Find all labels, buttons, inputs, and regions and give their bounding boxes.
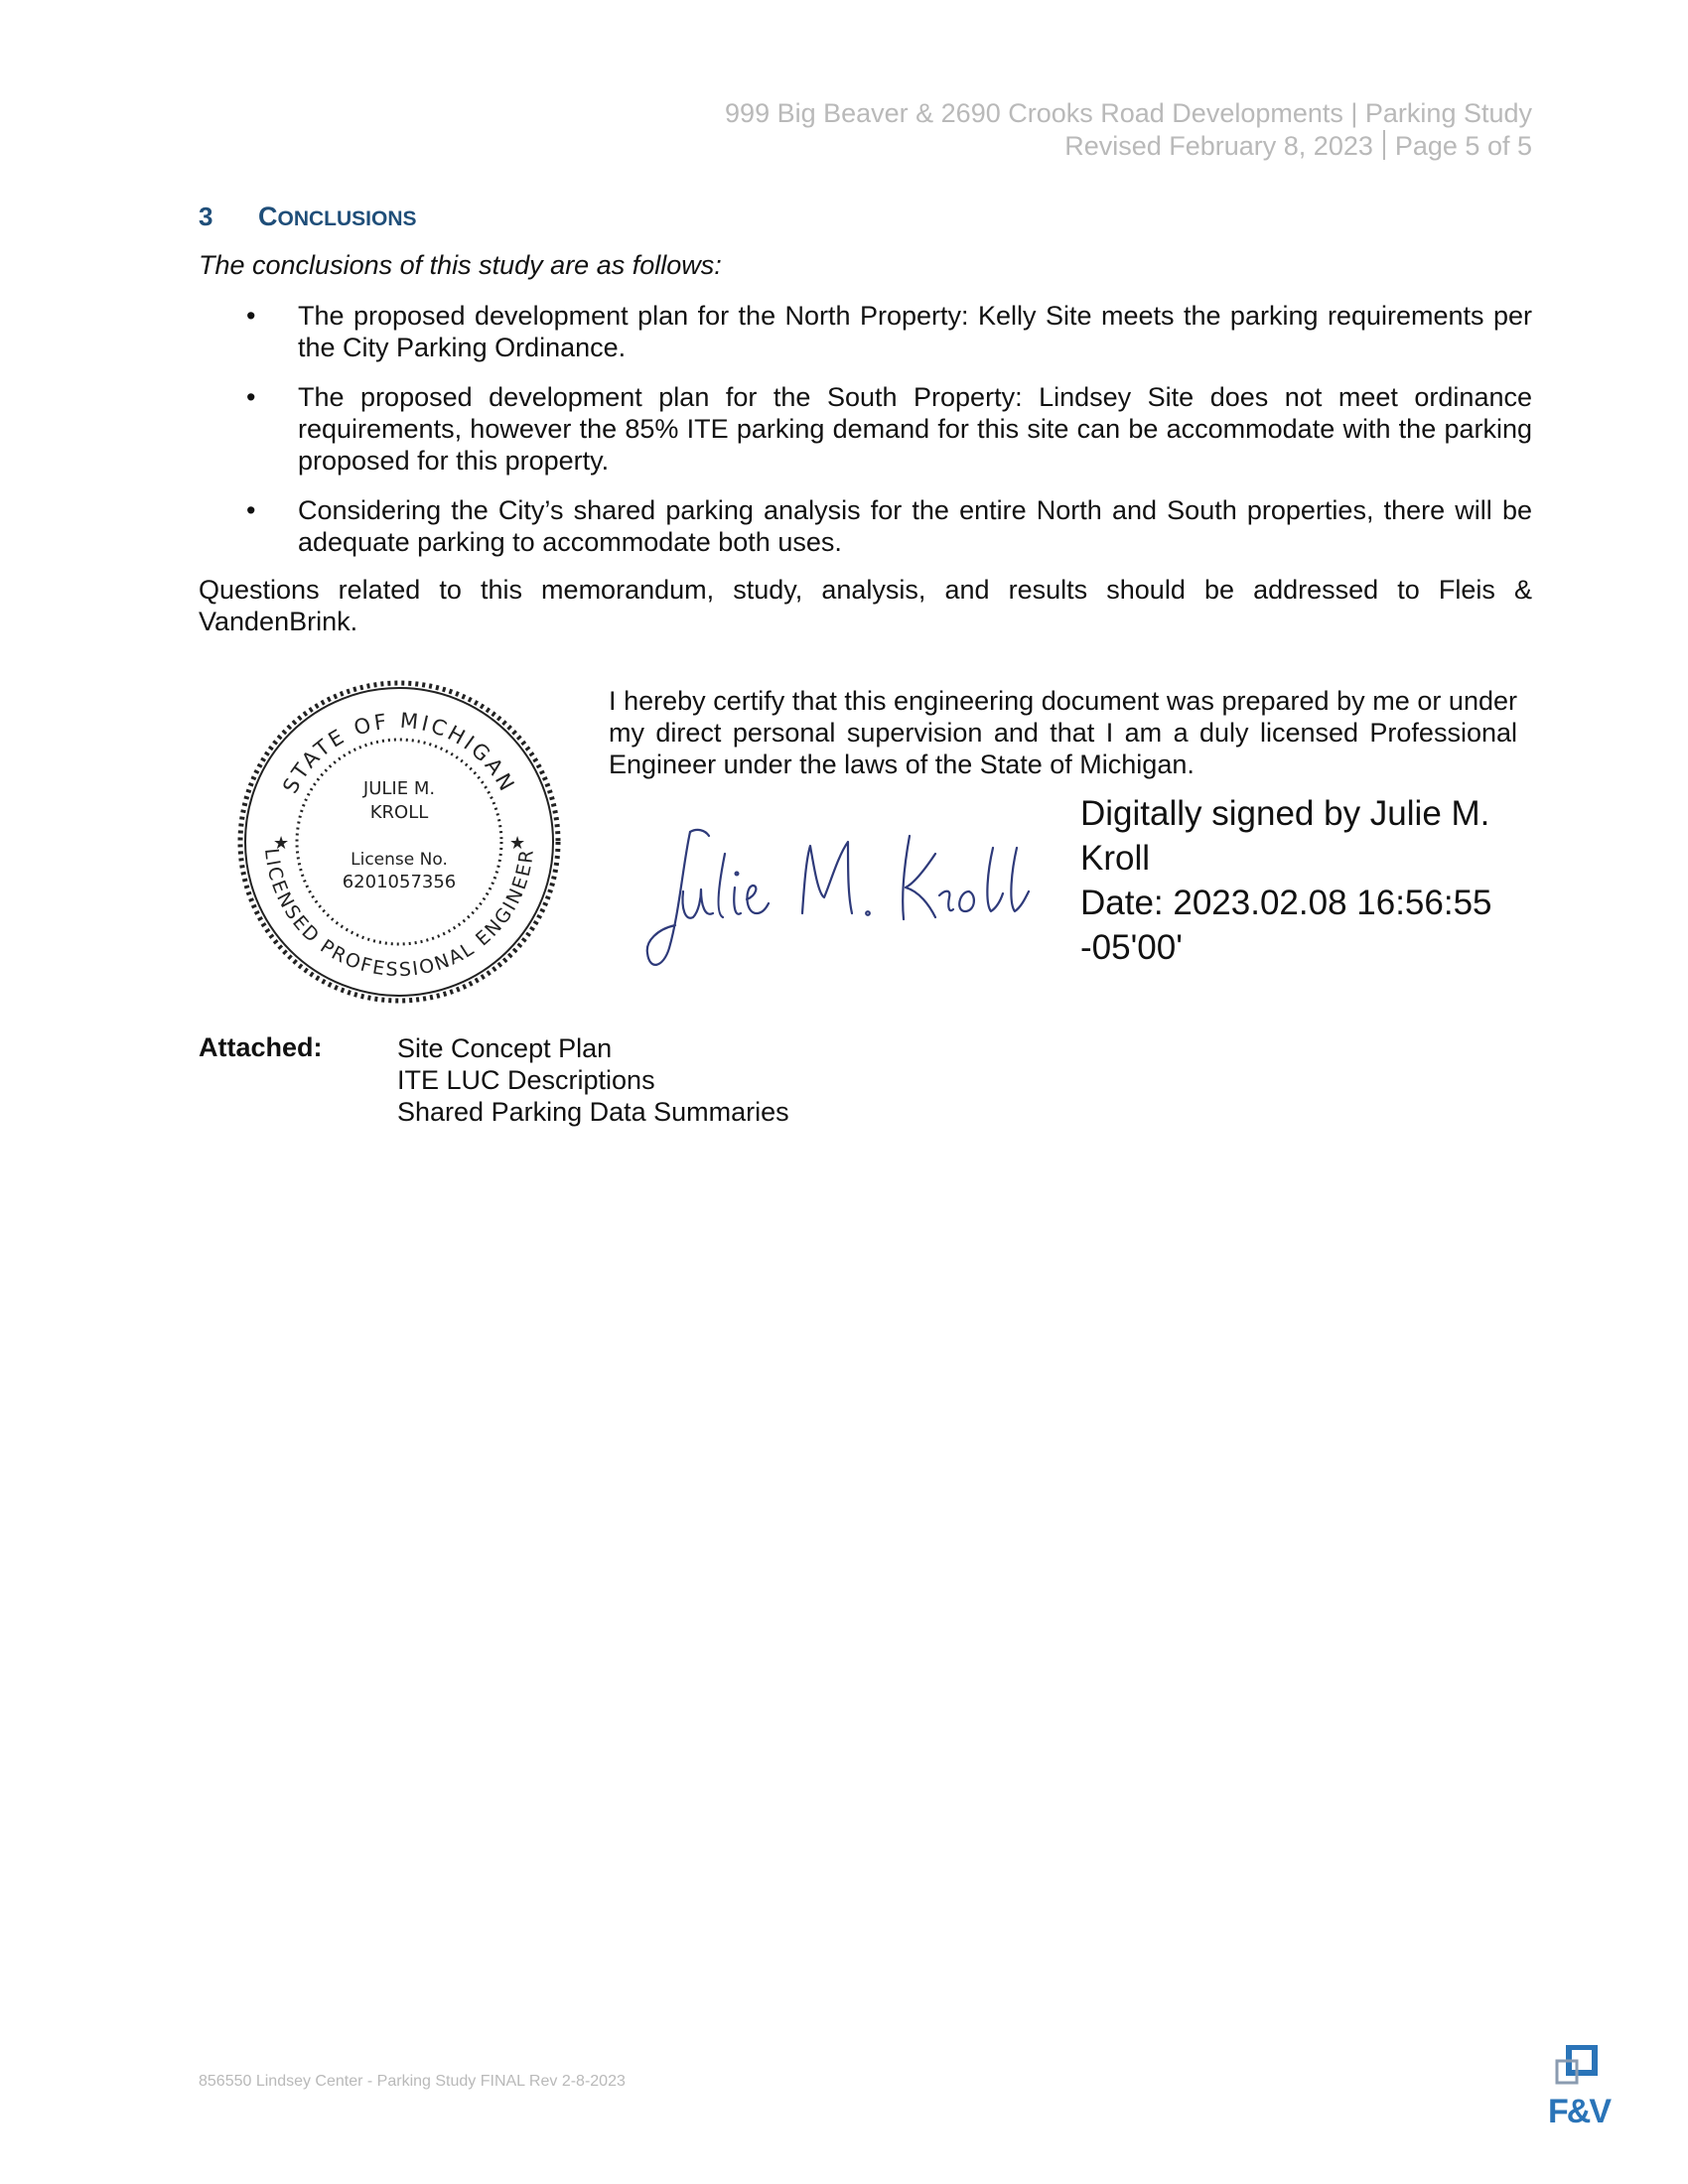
header-revision-line bbox=[725, 130, 1532, 163]
attached-label: Attached: bbox=[199, 1032, 323, 1062]
section-heading bbox=[199, 202, 417, 232]
list-item bbox=[199, 381, 1532, 477]
questions-paragraph: Questions related to this memorandum, study, analysis, and results should be addressed to Fleis & VandenBrink. bbox=[199, 575, 1532, 636]
digital-signature-line: Kroll bbox=[1080, 839, 1151, 878]
seal-top-text: STATE OF MICHIGAN bbox=[278, 708, 520, 798]
bullet-icon: • bbox=[246, 382, 256, 412]
header-revised-date: Revised February 8, 2023 bbox=[1064, 131, 1373, 161]
header-separator bbox=[1383, 130, 1385, 160]
header-title: 999 Big Beaver & 2690 Crooks Road Developments | Parking Study bbox=[725, 98, 1532, 128]
section-title-initial: C bbox=[258, 202, 278, 231]
list-item-text: Considering the City’s shared parking analysis for the entire North and South properties, there will be adequate parking to accommodate both uses. bbox=[298, 495, 1532, 557]
seal-name-line2: KROLL bbox=[369, 802, 429, 823]
seal-name-line1: JULIE M. bbox=[362, 778, 436, 799]
engineer-seal bbox=[235, 678, 563, 1006]
seal-license-number: 6201057356 bbox=[342, 872, 457, 892]
list-item bbox=[199, 300, 1532, 363]
attachment-item: Shared Parking Data Summaries bbox=[397, 1097, 789, 1127]
digital-signature-line: Digitally signed by Julie M. bbox=[1080, 794, 1490, 833]
bullet-icon: • bbox=[246, 301, 256, 331]
digital-signature-timezone: -05'00' bbox=[1080, 928, 1183, 967]
digital-signature-block bbox=[1080, 791, 1492, 970]
seal-star-icon: ★ bbox=[273, 833, 290, 853]
list-item-text: The proposed development plan for the North Property: Kelly Site meets the parking requirements per the City Parking Ordinance. bbox=[298, 301, 1532, 362]
list-item bbox=[199, 494, 1532, 558]
digital-signature-date: Date: 2023.02.08 16:56:55 bbox=[1080, 884, 1492, 922]
certification-statement: I hereby certify that this engineering document was prepared by me or under my direct personal supervision and that I am a duly licensed Professional Engineer under the laws of the State of Michigan. bbox=[609, 686, 1517, 779]
bullet-icon: • bbox=[246, 495, 256, 525]
fv-logo bbox=[1537, 2045, 1620, 2128]
attachment-item: ITE LUC Descriptions bbox=[397, 1065, 655, 1095]
list-item-text: The proposed development plan for the South Property: Lindsey Site does not meet ordinance requirements, however the 85% ITE parking demand for this site can be accommodate with the parking proposed for this property. bbox=[298, 382, 1532, 476]
header-page-number: Page 5 of 5 bbox=[1394, 131, 1532, 161]
section-title-rest: ONCLUSIONS bbox=[277, 207, 417, 230]
intro-text: The conclusions of this study are as follows: bbox=[199, 250, 722, 280]
seal-star-icon: ★ bbox=[509, 833, 526, 853]
seal-bottom-text: LICENSED PROFESSIONAL ENGINEER bbox=[260, 847, 538, 982]
section-number: 3 bbox=[199, 202, 213, 231]
handwritten-signature bbox=[635, 814, 1053, 973]
attachments-list bbox=[397, 1032, 789, 1128]
svg-text:F&V: F&V bbox=[1548, 2093, 1610, 2128]
conclusions-list bbox=[199, 300, 1532, 576]
attachment-item: Site Concept Plan bbox=[397, 1033, 613, 1063]
seal-license-label: License No. bbox=[351, 850, 448, 870]
page-header bbox=[725, 97, 1532, 163]
page-footer: 856550 Lindsey Center - Parking Study FINAL Rev 2-8-2023 bbox=[199, 2073, 626, 2090]
